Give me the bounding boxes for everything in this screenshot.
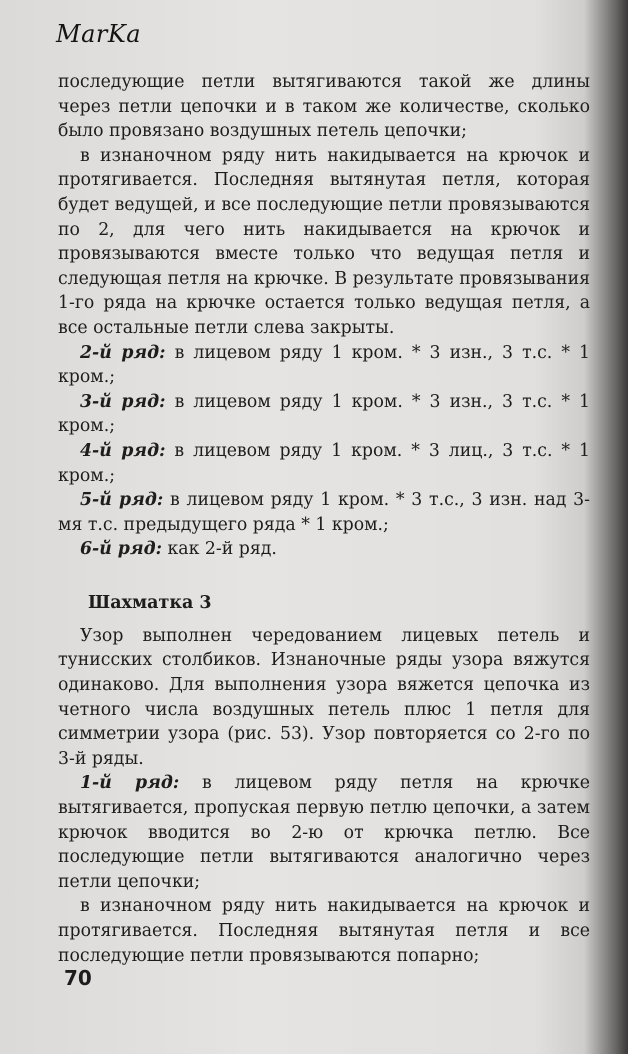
paragraph: в изнаночном ряду нить накидывается на крючок и протягивается. Последняя вытянутая петля и все последующие петли провязываются попарно; — [58, 896, 590, 966]
row-text: в лицевом ряду 1 кром. * 3 изн., 3 т.с. * 1 кром.; — [58, 342, 591, 388]
row-label: 4-й ряд: — [80, 440, 166, 461]
paragraph: Узор выполнен чередованием лицевых петель и тунисских столбиков. Изнаночные ряды узора вяжутся одинаково. Для выполнения узора вяжется цепочка из четного числа воздушных петель плюс 1 петля для симметрии узора (рис. 53). Узор повторяется со 2-го по 3-й ряды. — [58, 625, 590, 769]
section-heading: Шахматка 3 — [88, 592, 212, 613]
row-text: в лицевом ряду 1 кром. * 3 т.с., 3 изн. над 3-мя т.с. предыдущего ряда * 1 кром.; — [58, 490, 590, 535]
row-label: 5-й ряд: — [80, 490, 164, 511]
row-instruction — [58, 537, 590, 562]
row-instruction — [58, 488, 590, 537]
page-body — [58, 70, 590, 968]
row-instruction — [58, 771, 590, 894]
row-text: в лицевом ряду 1 кром. * 3 изн., 3 т.с. * 1 кром.; — [58, 391, 591, 437]
paragraph: последующие петли вытягиваются такой же длины через петли цепочки и в таком же количестве, сколько было провязано воздушных петель цепочки; — [58, 72, 590, 142]
row-instruction — [58, 390, 590, 439]
page-number: 70 — [64, 966, 92, 990]
row-text: как 2-й ряд. — [162, 539, 277, 560]
row-instruction — [58, 341, 590, 390]
paragraph: в изнаночном ряду нить накидывается на крючок и протягивается. Последняя вытянутая петля, которая будет ведущей, и все последующие петли провязываются по 2, для чего нить накидывается на крючок и провязываются вместе только что ведущая петля и следующая петля на крючке. В результате провязывания 1-го ряда на крючке остается только ведущая петля, а все остальные петли слева закрыты. — [58, 145, 590, 338]
row-text: в лицевом ряду петля на крючке вытягивается, пропуская первую петлю цепочки, а затем крючок вводится во 2-ю от крючка петлю. Все последующие петли вытягиваются аналогично через петли цепочки; — [58, 773, 590, 892]
row-label: 3-й ряд: — [80, 391, 166, 412]
watermark-logo: MarKa — [56, 20, 142, 48]
row-label: 6-й ряд: — [80, 539, 163, 560]
row-label: 2-й ряд: — [80, 342, 166, 363]
row-text: в лицевом ряду 1 кром. * 3 лиц., 3 т.с. * 1 кром.; — [58, 440, 590, 486]
row-label: 1-й ряд: — [80, 773, 180, 794]
row-instruction — [58, 439, 590, 488]
